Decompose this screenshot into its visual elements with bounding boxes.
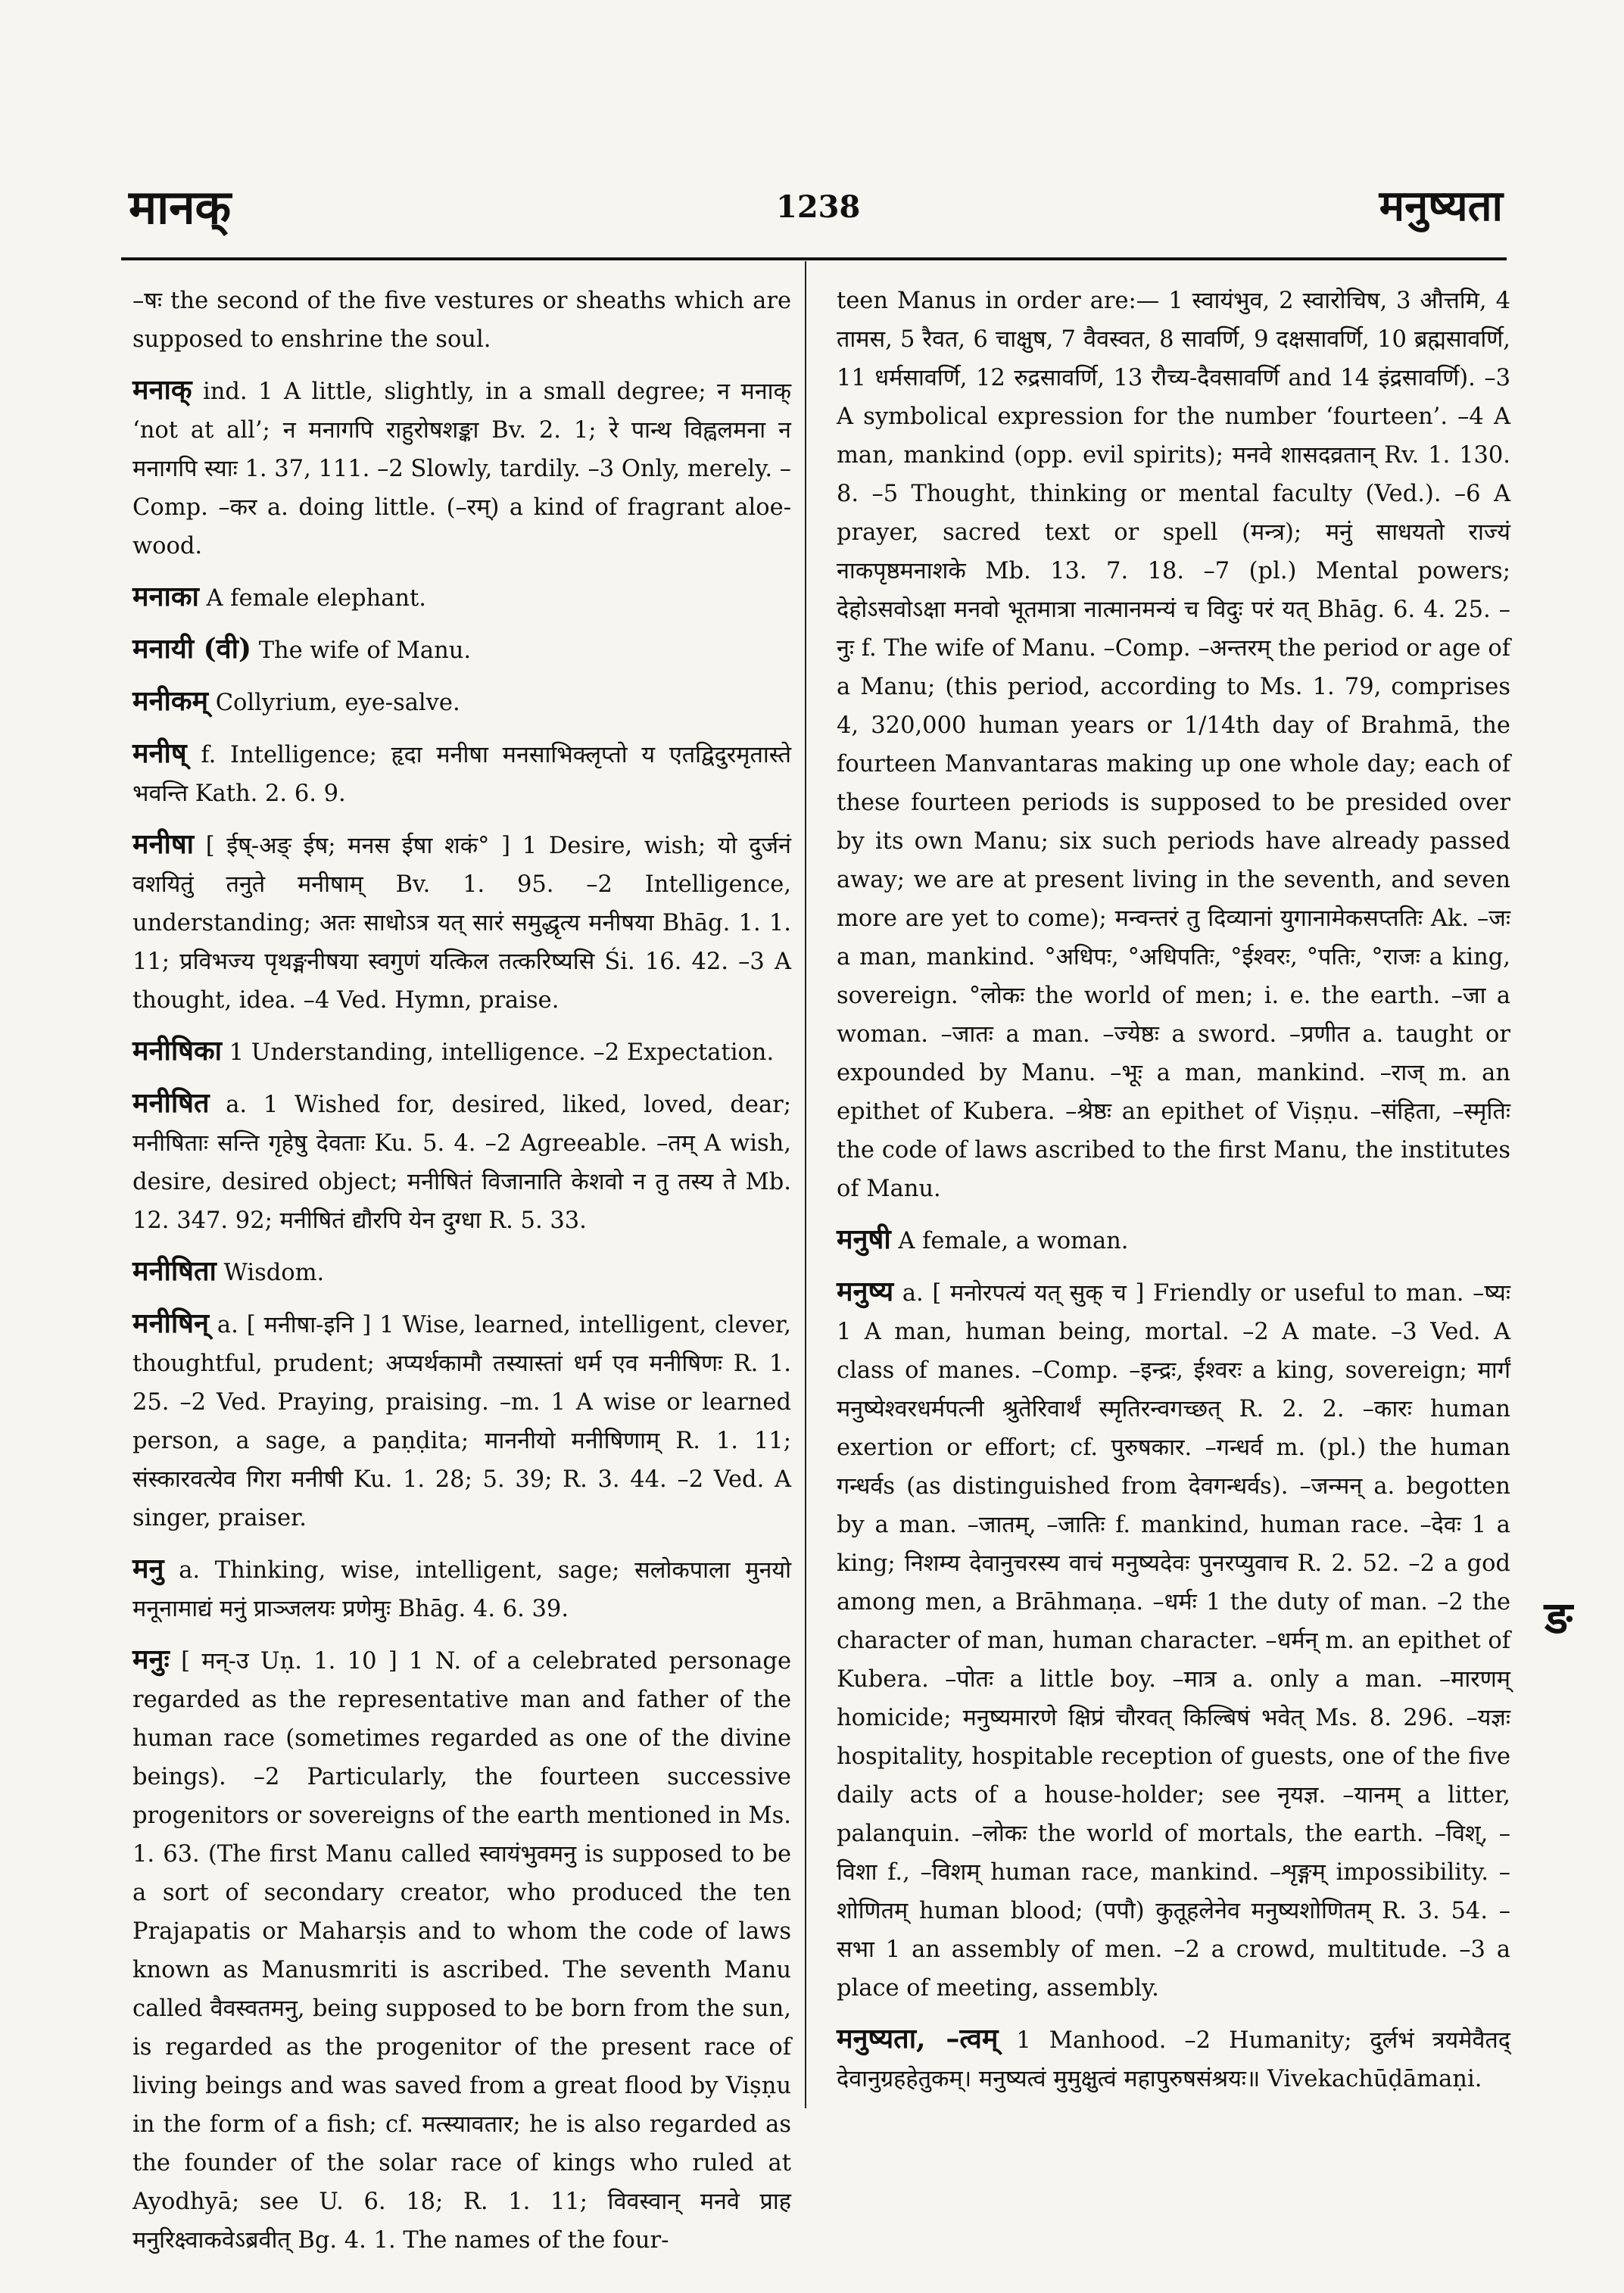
dictionary-entry [837, 282, 1510, 1208]
entry-headword: मनुष्यता, –त्वम् [837, 2023, 999, 2055]
entry-text: Collyrium, eye-salve. [215, 690, 460, 716]
entry-text: [ ईष्-अङ् ईष; मनस ईषा शकं° ] 1 Desire, wish; यो दुर्जनं वशयितुं तनुते मनीषाम् Bv. 1. 95. –2 Intelligence, understanding; अतः साधोऽत्र यत् सारं समुद्धृत्य मनीषया Bhāg. 1. 1. 11; प्रविभज्य पृथङ्मनीषया स्वगुणं यत्किल तत्करिष्यसि Śi. 16. 42. –3 A thought, idea. –4 Ved. Hymn, praise. [132, 833, 791, 1014]
dictionary-entry [132, 1252, 791, 1292]
entry-text: –षः the second of the five vestures or sheaths which are supposed to enshrine the soul. [132, 288, 791, 353]
page-number: 1238 [776, 189, 861, 225]
entry-headword: मनु [132, 1553, 164, 1584]
entry-headword: मनीष् [132, 737, 187, 769]
entry-text: a. [ मनीषा-इनि ] 1 Wise, learned, intelligent, clever, thoughtful, prudent; अप्यर्थकामौ तस्यास्तां धर्म एव मनीषिणः R. 1. 25. –2 Ved. Praying, praising. –m. 1 A wise or learned person, a sage, a paṇḍita; माननीयो मनीषिणाम् R. 1. 11; संस्कारवत्येव गिरा मनीषी Ku. 1. 28; 5. 39; R. 3. 44. –2 Ved. A singer, praiser. [132, 1312, 791, 1531]
entry-text: f. Intelligence; हृदा मनीषा मनसाभिक्लृप्तो य एतद्विदुरमृतास्ते भवन्ति Kath. 2. 6. 9. [132, 742, 791, 807]
entry-headword: मनाक् [132, 374, 192, 406]
entry-text: ind. 1 A little, slightly, in a small degree; न मनाक् ‘not at all’; न मनागपि राहुरोषशङ्का Bv. 2. 1; रे पान्थ विह्वलमना न मनागपि स्याः 1. 37, 111. –2 Slowly, tardily. –3 Only, merely. –Comp. –कर a. doing little. (–रम्) a kind of fragrant aloe-wood. [132, 379, 791, 559]
entry-headword: मनीकम् [132, 685, 209, 717]
dictionary-entry [837, 1220, 1510, 1260]
dictionary-entry [132, 630, 791, 670]
right-running-headword: मनुष्यता [1379, 181, 1503, 231]
dictionary-entry [132, 1084, 791, 1240]
left-column [132, 282, 791, 2272]
margin-thumb-index-mark: ङ [1545, 1592, 1573, 1643]
dictionary-entry [132, 1640, 791, 2260]
dictionary-entry [837, 1273, 1510, 2008]
header-rule [121, 257, 1507, 260]
entry-text: teen Manus in order are:— 1 स्वायंभुव, 2 स्वारोचिष, 3 औत्तमि, 4 तामस, 5 रैवत, 6 चाक्षुष, 7 वैवस्वत, 8 सावर्णि, 9 दक्षसावर्णि, 10 ब्रह्मसावर्णि, 11 धर्मसावर्णि, 12 रुद्रसावर्णि, 13 रौच्य-दैवसावर्णि and 14 इंद्रसावर्णि). –3 A symbolical expression for the number ‘fourteen’. –4 A man, mankind (opp. evil spirits); मनवे शासदव्रतान् Rv. 1. 130. 8. –5 Thought, thinking or mental faculty (Ved.). –6 A prayer, sacred text or spell (मन्त्र); मनुं साधयतो राज्यं नाकपृष्ठमनाशके Mb. 13. 7. 18. –7 (pl.) Mental powers; देहोऽसवोऽक्षा मनवो भूतमात्रा नात्मानमन्यं च विदुः परं यत् Bhāg. 6. 4. 25. –नुः f. The wife of Manu. –Comp. –अन्तरम् the period or age of a Manu; (this period, according to Ms. 1. 79, comprises 4, 320,000 human years or 1/14th day of Brahmā, the fourteen Manvantaras making up one whole day; each of these fourteen periods is supposed to be presided over by its own Manu; six such periods have already passed away; we are at present living in the seventh, and seven more are yet to come); मन्वन्तरं तु दिव्यानां युगानामेकसप्ततिः Ak. –जः a man, mankind. °अधिपः, °अधिपतिः, °ईश्वरः, °पतिः, °राजः a king, sovereign. °लोकः the world of men; i. e. the earth. –जा a woman. –जातः a man. –ज्येष्ठः a sword. –प्रणीत a. taught or expounded by Manu. –भूः a man, mankind. –राज् m. an epithet of Kubera. –श्रेष्ठः an epithet of Viṣṇu. –संहिता, –स्मृतिः the code of laws ascribed to the first Manu, the institutes of Manu. [837, 288, 1510, 1202]
entry-headword: मनीषित [132, 1087, 210, 1119]
dictionary-entry [132, 825, 791, 1020]
entry-text: a. [ मनोरपत्यं यत् सुक् च ] Friendly or useful to man. –ष्यः 1 A man, human being, mortal. –2 A mate. –3 Ved. A class of manes. –Comp. –इन्द्रः, ईश्वरः a king, sovereign; मार्गं मनुष्येश्वरधर्मपत्नी श्रुतेरिवार्थं स्मृतिरन्वगच्छत् R. 2. 2. –कारः human exertion or effort; cf. पुरुषकार. –गन्धर्व m. (pl.) the human गन्धर्वs (as distinguished from देवगन्धर्वs). –जन्मन् a. begotten by a man. –जातम्, –जातिः f. mankind, human race. –देवः 1 a king; निशम्य देवानुचरस्य वाचं मनुष्यदेवः पुनरप्युवाच R. 2. 52. –2 a god among men, a Brāhmaṇa. –धर्मः 1 the duty of man. –2 the character of man, human character. –धर्मन् m. an epithet of Kubera. –पोतः a little boy. –मात्र a. only a man. –मारणम् homicide; मनुष्यमारणे क्षिप्रं चौरवत् किल्बिषं भवेत् Ms. 8. 296. –यज्ञः hospitality, hospitable reception of guests, one of the five daily acts of a house-holder; see नृयज्ञ. –यानम् a litter, palanquin. –लोकः the world of mortals, the earth. –विश्, –विशा f., –विशम् human race, mankind. –शृङ्गम् impossibility. –शोणितम् human blood; (पपौ) कुतूहलेनेव मनुष्यशोणितम् R. 3. 54. –सभा 1 an assembly of men. –2 a crowd, multitude. –3 a place of meeting, assembly. [837, 1280, 1510, 2002]
entry-text: [ मन्-उ Uṇ. 1. 10 ] 1 N. of a celebrated personage regarded as the representative man and father of the human race (sometimes regarded as one of the divine beings). –2 Particularly, the fourteen successive progenitors or sovereigns of the earth mentioned in Ms. 1. 63. (The first Manu called स्वायंभुवमनु is supposed to be a sort of secondary creator, who produced the ten Prajapatis or Maharṣis and to whom the code of laws known as Manusmriti is ascribed. The seventh Manu called वैवस्वतमनु, being supposed to be born from the sun, is regarded as the progenitor of the present race of living beings and was saved from a great flood by Viṣṇu in the form of a fish; cf. मत्स्यावतार; he is also regarded as the founder of the solar race of kings who ruled at Ayodhyā; see U. 6. 18; R. 1. 11; विवस्वान् मनवे प्राह मनुरिक्ष्वाकवेऽब्रवीत् Bg. 4. 1. The names of the four- [132, 1648, 791, 2254]
entry-text: Wisdom. [223, 1260, 325, 1286]
dictionary-entry [132, 282, 791, 359]
entry-text: A female elephant. [206, 585, 426, 612]
entry-headword: मनीषिका [132, 1035, 222, 1067]
entry-headword: मनीषिन् [132, 1307, 209, 1339]
entry-headword: मनुष्य [837, 1276, 894, 1307]
entry-text: a. Thinking, wise, intelligent, sage; सलोकपाला मुनयो मनूनामाद्यं मनुं प्राञ्जलयः प्रणेमुः Bhāg. 4. 6. 39. [132, 1557, 791, 1622]
dictionary-entry [132, 578, 791, 618]
dictionary-entry [132, 1032, 791, 1072]
entry-text: a. 1 Wished for, desired, liked, loved, dear; मनीषिताः सन्ति गृहेषु देवताः Ku. 5. 4. –2 Agreeable. –तम् A wish, desire, desired object; मनीषितं विजानाति केशवो न तु तस्य ते Mb. 12. 347. 92; मनीषितं द्यौरपि येन दुग्धा R. 5. 33. [132, 1092, 792, 1234]
entry-text: 1 Manhood. –2 Humanity; दुर्लभं त्रयमेवैतद् देवानुग्रहहेतुकम्। मनुष्यत्वं मुमुक्षुत्वं महापुरुषसंश्रयः॥ Vivekachūḍāmaṇi. [837, 2027, 1510, 2092]
dictionary-entry [132, 734, 791, 813]
dictionary-entry [132, 682, 791, 722]
column-divider [805, 261, 806, 2108]
entry-headword: मनीषा [132, 828, 194, 860]
entry-headword: मनाका [132, 581, 199, 612]
right-column [837, 282, 1510, 2111]
dictionary-entry [132, 1550, 791, 1628]
dictionary-entry [132, 371, 791, 565]
entry-text: A female, a woman. [898, 1228, 1129, 1254]
dictionary-entry [837, 2020, 1510, 2098]
dictionary-entry [132, 1304, 791, 1537]
entry-text: The wife of Manu. [258, 637, 472, 664]
entry-headword: मनायी (वी) [132, 633, 251, 665]
entry-headword: मनुषी [837, 1223, 891, 1255]
entry-headword: मनुः [132, 1643, 170, 1675]
entry-headword: मनीषिता [132, 1255, 217, 1287]
entry-text: 1 Understanding, intelligence. –2 Expectation. [229, 1039, 775, 1066]
left-running-headword: मानक् [129, 179, 232, 235]
